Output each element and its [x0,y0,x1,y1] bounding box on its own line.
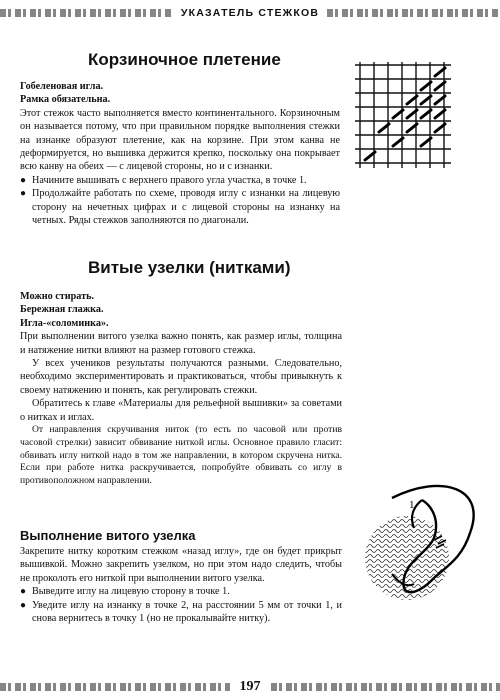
section2-paragraph-3: Обратитесь к главе «Материалы для рельефной вышивки» за советами о нитках и иглах. [20,398,342,423]
section-title-basketweave: Корзиночное плетение [88,50,281,69]
requirement-needle: Гобеленовая игла. [20,81,104,92]
footer-band [0,680,500,694]
subsection-title-making-knot: Выполнение витого узелка [20,528,196,543]
section3-body [20,545,342,625]
footer-ornament-right [271,683,500,691]
bullet-icon: ● [20,188,27,200]
section3-paragraph: Закрепите нитку коротким стежком «назад иглу», где он будет прикрыт вышивкой. Можно закрепить узелком, но при этом надо следить, чтобы не проколоть его ниткой при выполнении витого узелка. [20,546,342,584]
basketweave-diagram [355,62,451,168]
requirement-frame: Рамка обязательна. [20,94,111,106]
section2-paragraph-2: У всех учеников результаты получаются разными. Следовательно, необходимо экспериментировать и практиковаться, чтобы привыкнуть к своему натяжению и понять, как регулировать стежки. [20,358,342,396]
requirement-ironing: Бережная глажка. [20,304,104,316]
bullet-icon: ● [20,599,27,611]
list-item: ● Выведите иглу на лицевую сторону в точке 1. [20,586,230,598]
page-number: 197 [239,679,261,694]
section2-paragraph-4: От направления скручивания ниток (то есть по часовой или против часовой стрелки) зависит обвивание ниткой иглы. Основное правило гласит: обвивать иглу ниткой надо в том же направлении, в котором скручена нитка. Если при работе нитка раскручивается, попробуйте обвивать со иглу в противоположном направлении. [20,424,342,487]
section2-body [20,290,342,488]
section1-body [20,80,340,227]
list-item: ● Начините вышивать с верхнего правого угла участка, в точке 1. [20,174,307,186]
section1-steps [20,174,340,228]
requirement-washable: Можно стирать. [20,291,95,302]
page-header-title: УКАЗАТЕЛЬ СТЕЖКОВ [180,7,320,19]
list-item: ● Уведите иглу на изнанку в точке 2, на расстоянии 5 мм от точки 1, и снова вернитесь в точку 1 (но не прокалывайте нитку). [20,599,342,625]
list-item: ● Продолжайте работать по схеме, проводя иглу с изнанки на лицевую сторону на нечетных цифрах и с лицевой стороны на изнанку на четных. Ряды стежков заполняются по диагонали. [20,188,340,227]
footer-ornament-left [0,683,230,691]
french-knot-illustration [352,478,492,613]
bullet-icon: ● [20,586,27,598]
requirement-needle: Игла-«соломинка». [20,317,109,329]
bullet-icon: ● [20,174,27,186]
header-band [0,6,500,20]
section2-paragraph-1: При выполнении витого узелка важно понять, как размер иглы, толщина и натяжение нитки влияют на размер готового стежка. [20,331,342,356]
section-title-french-knots: Витые узелки (нитками) [88,258,291,277]
diagonal-stitches [365,68,445,160]
point-label: 1 [409,499,415,511]
header-ornament-left [0,9,173,17]
section1-paragraph: Этот стежок часто выполняется вместо континентального. Корзиночным он называется потому, что при правильном порядке выполнения стежки на изнанке образуют плетение, как на корзине. При этом канва не деформируется, но вышивка держится крепко, поскольку она покрывает всю канву на обеих — с лицевой стороны, но и с изнанки. [20,107,340,173]
header-ornament-right [327,9,500,17]
section3-steps [20,585,342,625]
